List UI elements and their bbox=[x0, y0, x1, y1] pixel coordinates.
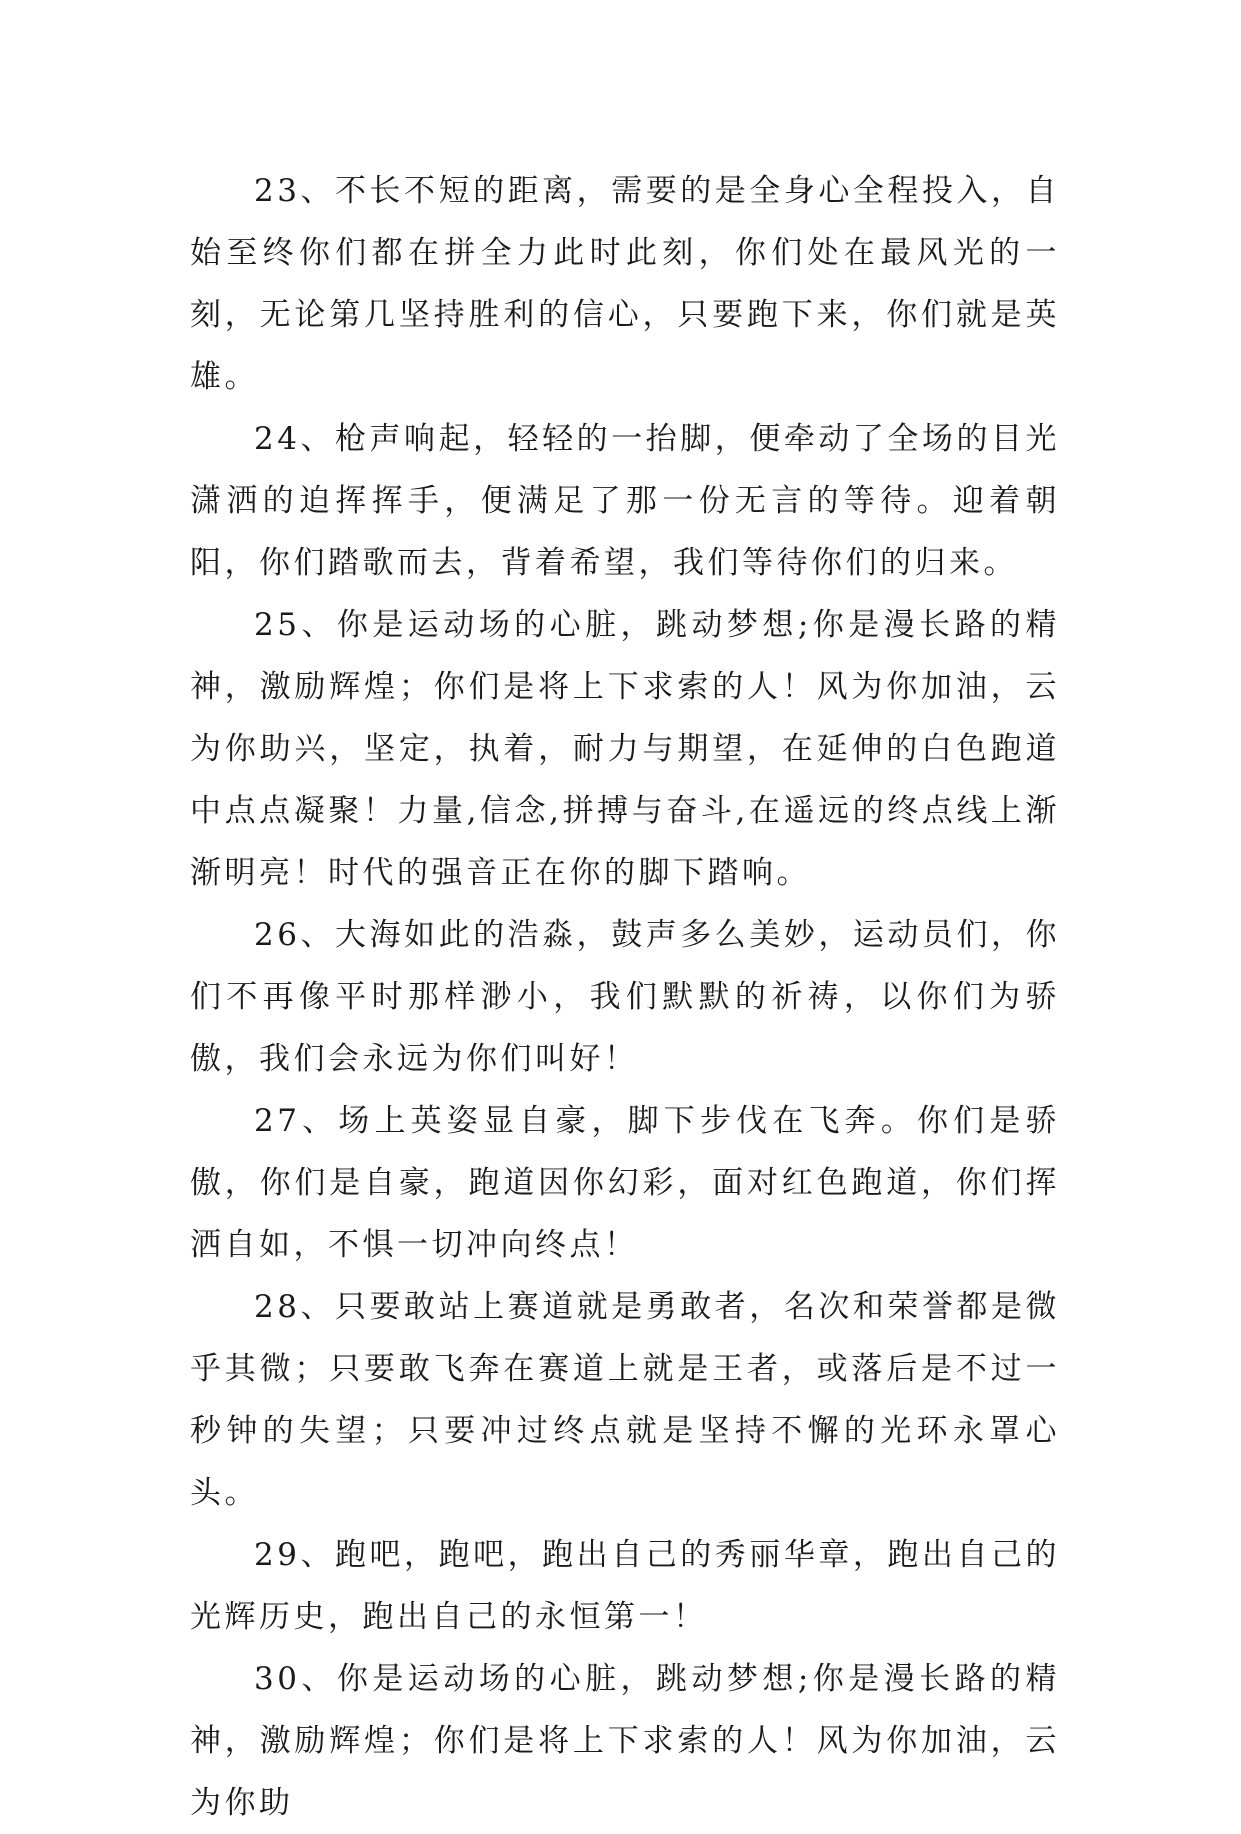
paragraph-26: 26、大海如此的浩淼，鼓声多么美妙，运动员们，你们不再像平时那样渺小，我们默默的祈祷，以你们为骄傲，我们会永远为你们叫好！ bbox=[190, 917, 1060, 1077]
paragraph-25: 25、你是运动场的心脏，跳动梦想;你是漫长路的精神，激励辉煌；你们是将上下求索的人！风为你加油，云为你助兴，坚定，执着，耐力与期望，在延伸的白色跑道中点点凝聚！力量,信念,拼搏与奋斗,在遥远的终点线上渐渐明亮！时代的强音正在你的脚下踏响。 bbox=[190, 607, 1060, 891]
paragraph-29: 29、跑吧，跑吧，跑出自己的秀丽华章，跑出自己的光辉历史，跑出自己的永恒第一！ bbox=[190, 1537, 1060, 1635]
paragraph-23: 23、不长不短的距离，需要的是全身心全程投入，自始至终你们都在拼全力此时此刻，你们处在最风光的一刻，无论第几坚持胜利的信心，只要跑下来，你们就是英雄。 bbox=[190, 173, 1060, 395]
document-body bbox=[190, 160, 1060, 1834]
paragraph-28: 28、只要敢站上赛道就是勇敢者，名次和荣誉都是微乎其微；只要敢飞奔在赛道上就是王者，或落后是不过一秒钟的失望；只要冲过终点就是坚持不懈的光环永罩心头。 bbox=[190, 1289, 1060, 1511]
paragraph-24: 24、枪声响起，轻轻的一抬脚，便牵动了全场的目光潇洒的迫挥挥手，便满足了那一份无言的等待。迎着朝阳，你们踏歌而去，背着希望，我们等待你们的归来。 bbox=[190, 421, 1060, 581]
paragraph-27: 27、场上英姿显自豪，脚下步伐在飞奔。你们是骄傲，你们是自豪，跑道因你幻彩，面对红色跑道，你们挥洒自如，不惧一切冲向终点！ bbox=[190, 1103, 1060, 1263]
paragraph-30: 30、你是运动场的心脏，跳动梦想;你是漫长路的精神，激励辉煌；你们是将上下求索的人！风为你加油，云为你助 bbox=[190, 1661, 1060, 1821]
